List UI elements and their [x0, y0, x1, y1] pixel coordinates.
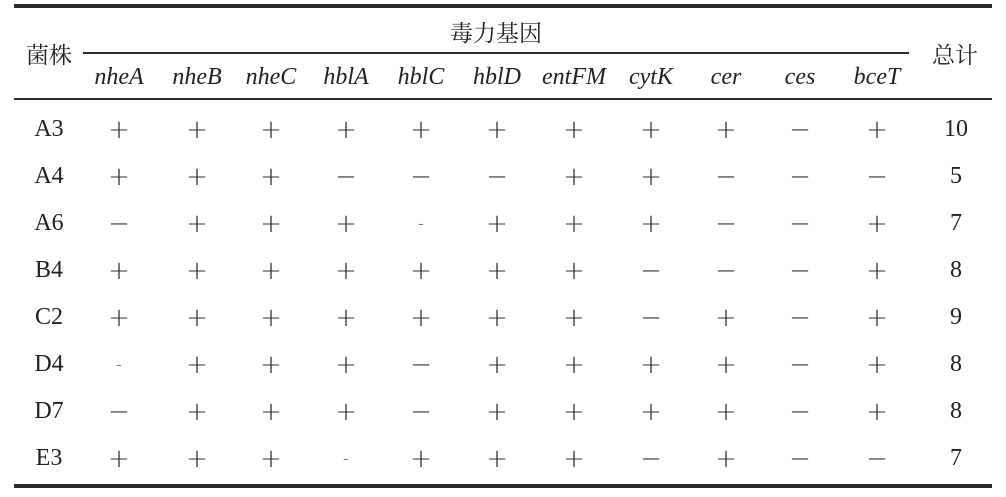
gene-result-cell: −	[789, 255, 811, 286]
gene-header-hbld: hblD	[473, 63, 521, 90]
gene-header-nhea: nheA	[94, 63, 144, 90]
gene-result-cell: −	[108, 396, 130, 427]
gene-result-cell: +	[260, 161, 282, 192]
gene-result-cell: +	[486, 396, 508, 427]
gene-result-cell: +	[186, 208, 208, 239]
gene-result-cell: +	[563, 161, 585, 192]
gene-result-cell: −	[640, 443, 662, 474]
gene-result-cell: +	[563, 349, 585, 380]
gene-result-cell: +	[186, 302, 208, 333]
gene-header-hblc: hblC	[397, 63, 445, 90]
gene-header-entfm: entFM	[542, 63, 606, 90]
gene-result-cell: +	[108, 302, 130, 333]
gene-result-cell: +	[186, 396, 208, 427]
gene-result-cell: +	[486, 349, 508, 380]
gene-result-cell: +	[640, 161, 662, 192]
gene-result-cell: +	[335, 255, 357, 286]
gene-result-cell: +	[486, 208, 508, 239]
total-value: 7	[950, 445, 962, 471]
strain-label: A6	[34, 210, 64, 236]
gene-header-ces: ces	[784, 63, 816, 90]
gene-result-cell: +	[640, 349, 662, 380]
gene-result-cell: +	[715, 302, 737, 333]
gene-result-cell: +	[866, 302, 888, 333]
gene-result-cell: −	[789, 396, 811, 427]
gene-header-nheb: nheB	[172, 63, 222, 90]
gene-result-cell: +	[108, 114, 130, 145]
gene-result-cell: +	[410, 443, 432, 474]
gene-result-cell: −	[715, 208, 737, 239]
total-value: 8	[950, 351, 962, 377]
gene-result-cell: +	[410, 114, 432, 145]
gene-result-cell: −	[486, 161, 508, 192]
gene-result-cell: +	[866, 208, 888, 239]
total-value: 5	[950, 163, 962, 189]
gene-result-cell: +	[486, 443, 508, 474]
gene-result-cell: +	[108, 255, 130, 286]
gene-result-cell: +	[260, 114, 282, 145]
gene-result-cell: +	[108, 443, 130, 474]
gene-result-cell: +	[260, 302, 282, 333]
gene-result-cell: +	[186, 114, 208, 145]
total-value: 9	[950, 304, 962, 330]
gene-result-cell: −	[715, 255, 737, 286]
strain-label: E3	[35, 445, 63, 471]
gene-result-cell: −	[789, 114, 811, 145]
gene-result-cell: −	[410, 161, 432, 192]
gene-result-cell: −	[789, 208, 811, 239]
gene-result-cell: +	[866, 114, 888, 145]
gene-result-cell: −	[789, 302, 811, 333]
gene-result-cell: −	[410, 349, 432, 380]
gene-result-cell: +	[866, 255, 888, 286]
gene-result-cell: +	[563, 114, 585, 145]
strain-label: A3	[34, 116, 64, 142]
strain-label: A4	[34, 163, 64, 189]
total-value: 8	[950, 257, 962, 283]
gene-result-cell: +	[108, 161, 130, 192]
strain-label: D7	[34, 398, 64, 424]
gene-header-cytk: cytK	[629, 63, 673, 90]
strain-label: D4	[34, 351, 64, 377]
gene-result-cell: +	[715, 396, 737, 427]
virulence-gene-header: 毒力基因	[450, 20, 542, 47]
gene-result-cell: −	[789, 161, 811, 192]
gene-result-cell: +	[335, 302, 357, 333]
strain-label: B4	[34, 257, 63, 283]
gene-result-cell: +	[715, 349, 737, 380]
strain-label: C2	[34, 304, 63, 330]
table-top-rule	[14, 4, 992, 8]
gene-result-cell: −	[866, 161, 888, 192]
gene-result-cell: -	[417, 213, 425, 234]
total-value: 7	[950, 210, 962, 236]
total-value: 10	[944, 116, 968, 142]
gene-result-cell: -	[115, 354, 123, 375]
gene-result-cell: +	[186, 161, 208, 192]
gene-result-cell: +	[260, 255, 282, 286]
gene-result-cell: +	[260, 443, 282, 474]
gene-result-cell: +	[715, 114, 737, 145]
gene-header-cer: cer	[710, 63, 742, 90]
gene-group-rule	[83, 52, 909, 54]
gene-result-cell: +	[260, 396, 282, 427]
gene-result-cell: +	[260, 208, 282, 239]
gene-result-cell: +	[563, 443, 585, 474]
gene-result-cell: +	[866, 396, 888, 427]
gene-result-cell: +	[186, 255, 208, 286]
gene-header-nhec: nheC	[245, 63, 297, 90]
gene-result-cell: −	[640, 302, 662, 333]
gene-result-cell: +	[486, 255, 508, 286]
gene-result-cell: +	[563, 302, 585, 333]
gene-result-cell: +	[715, 443, 737, 474]
total-header: 总计	[932, 42, 978, 69]
header-bottom-rule	[14, 98, 992, 100]
gene-header-hbla: hblA	[323, 63, 369, 90]
gene-result-cell: +	[410, 302, 432, 333]
gene-result-cell: +	[563, 208, 585, 239]
gene-result-cell: −	[715, 161, 737, 192]
gene-result-cell: +	[186, 349, 208, 380]
gene-result-cell: +	[866, 349, 888, 380]
gene-header-bcet: bceT	[853, 63, 901, 90]
gene-result-cell: −	[335, 161, 357, 192]
gene-result-cell: +	[486, 114, 508, 145]
gene-result-cell: −	[410, 396, 432, 427]
total-value: 8	[950, 398, 962, 424]
gene-result-cell: −	[866, 443, 888, 474]
gene-result-cell: +	[335, 114, 357, 145]
gene-result-cell: +	[335, 396, 357, 427]
table-bottom-rule	[14, 484, 992, 488]
gene-result-cell: +	[640, 396, 662, 427]
gene-result-cell: +	[410, 255, 432, 286]
gene-result-cell: +	[640, 114, 662, 145]
gene-result-cell: −	[789, 443, 811, 474]
gene-result-cell: +	[486, 302, 508, 333]
gene-result-cell: +	[335, 208, 357, 239]
gene-result-cell: −	[640, 255, 662, 286]
gene-result-cell: +	[186, 443, 208, 474]
gene-result-cell: −	[789, 349, 811, 380]
strain-header: 菌株	[26, 42, 72, 69]
gene-result-cell: +	[335, 349, 357, 380]
gene-result-cell: −	[108, 208, 130, 239]
gene-result-cell: -	[342, 448, 350, 469]
gene-result-cell: +	[563, 255, 585, 286]
gene-result-cell: +	[640, 208, 662, 239]
gene-result-cell: +	[260, 349, 282, 380]
gene-result-cell: +	[563, 396, 585, 427]
